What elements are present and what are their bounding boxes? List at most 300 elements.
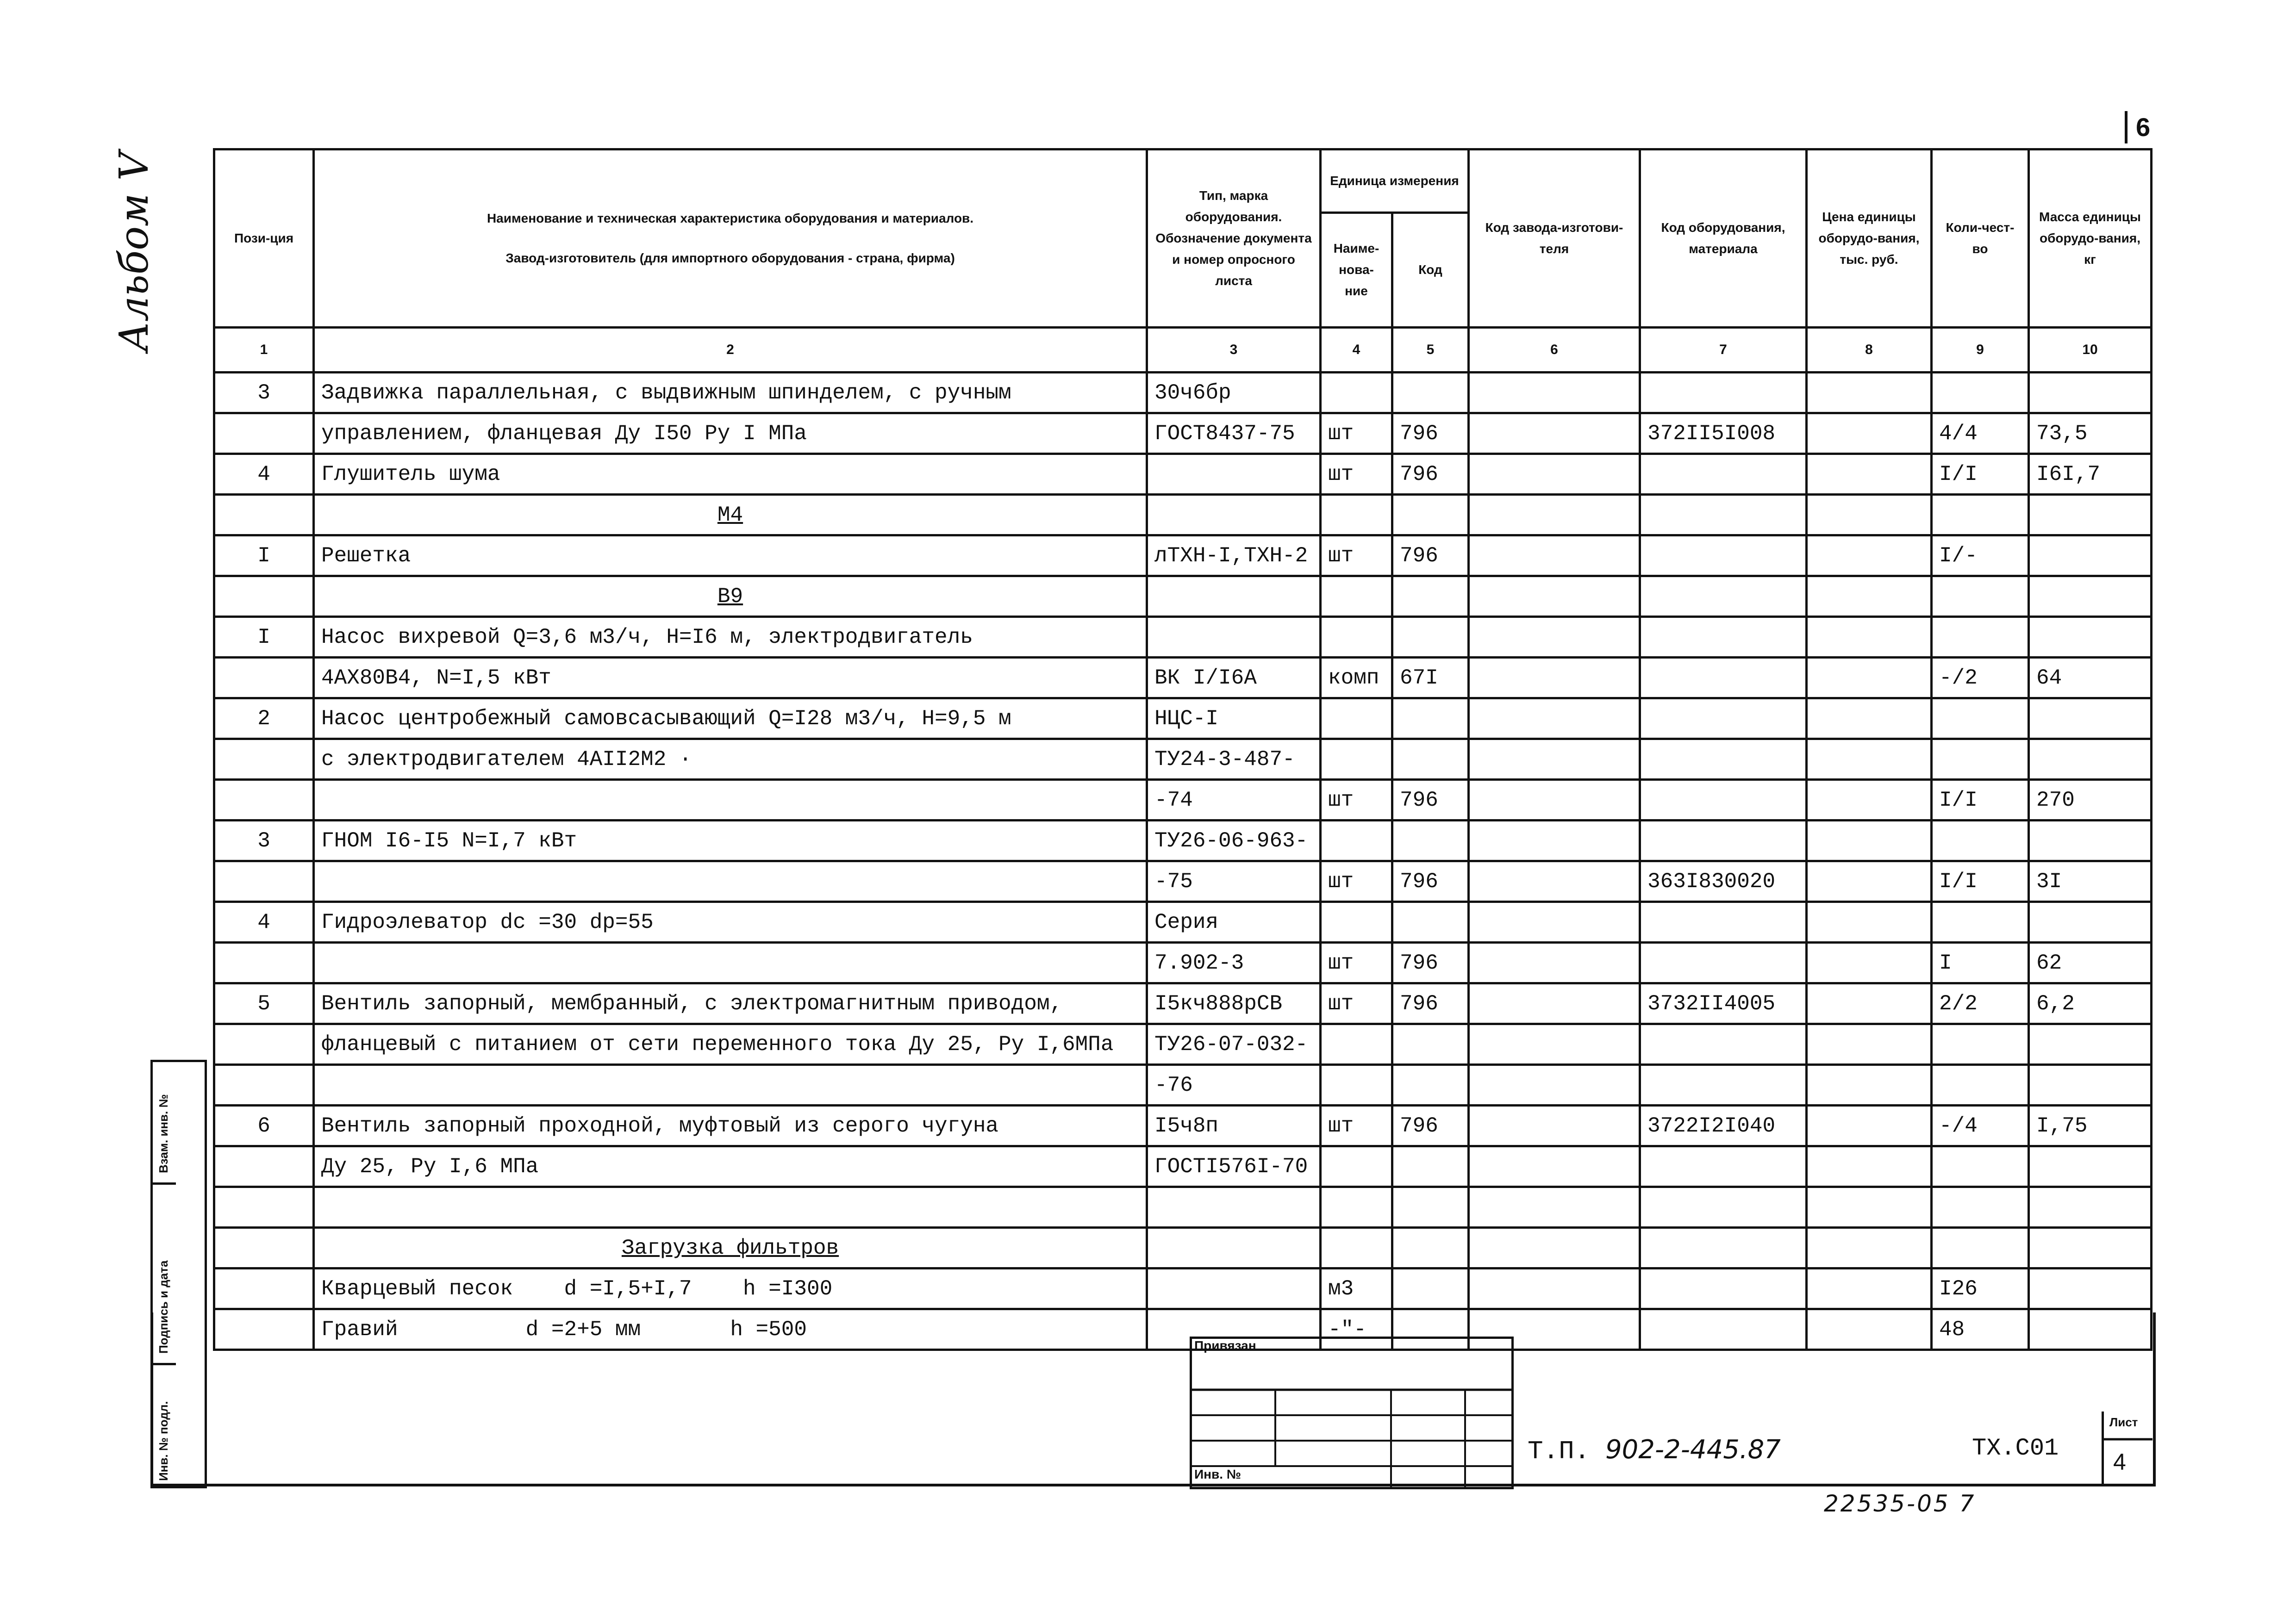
type-cell	[1147, 454, 1321, 495]
type-cell: ВК I/I6А	[1147, 658, 1321, 698]
unit-cell	[1321, 1187, 1392, 1228]
unit-code-cell	[1392, 1187, 1469, 1228]
header-type: Тип, марка оборудования. Обозначение документа и номер опросного листа	[1147, 149, 1321, 328]
name-cell: фланцевый с питанием от сети переменного тока Ду 25, Ру I,6МПа	[314, 1024, 1147, 1065]
name-cell: Кварцевый песок d =I,5+I,7 h =I300	[314, 1269, 1147, 1309]
equipment-code-cell	[1640, 1065, 1807, 1106]
equipment-code-cell	[1640, 1146, 1807, 1187]
type-cell	[1147, 495, 1321, 535]
table-row	[214, 780, 2152, 821]
unit-code-cell	[1392, 1024, 1469, 1065]
position-cell	[214, 495, 314, 535]
position-cell	[214, 413, 314, 454]
mass-cell	[2029, 1024, 2152, 1065]
column-number: 5	[1392, 328, 1469, 373]
position-cell: 3	[214, 373, 314, 413]
document-designation	[1528, 1435, 1781, 1466]
name-cell: Гидроэлеватор dс =30 dр=55	[314, 902, 1147, 943]
quantity-cell	[1932, 1024, 2029, 1065]
table-row	[214, 373, 2152, 413]
type-cell	[1147, 1269, 1321, 1309]
table-row	[214, 698, 2152, 739]
type-cell: ГОСТI576I-70	[1147, 1146, 1321, 1187]
quantity-cell: 48	[1932, 1309, 2029, 1350]
type-cell: ТУ26-07-032-	[1147, 1024, 1321, 1065]
type-cell: I5ч8п	[1147, 1106, 1321, 1146]
column-number: 2	[314, 328, 1147, 373]
factory-code-cell	[1469, 617, 1640, 658]
factory-code-cell	[1469, 535, 1640, 576]
factory-code-cell	[1469, 1024, 1640, 1065]
name-cell: Насос вихревой Q=3,6 м3/ч, Н=I6 м, электродвигатель	[314, 617, 1147, 658]
unit-cell: комп	[1321, 658, 1392, 698]
factory-code-cell	[1469, 1228, 1640, 1269]
factory-code-cell	[1469, 495, 1640, 535]
position-cell: 3	[214, 821, 314, 861]
mass-cell	[2029, 821, 2152, 861]
mass-cell: 62	[2029, 943, 2152, 983]
quantity-cell	[1932, 373, 2029, 413]
name-cell: управлением, фланцевая Ду I50 Ру I МПа	[314, 413, 1147, 454]
table-row	[214, 1024, 2152, 1065]
name-cell: Вентиль запорный, мембранный, с электромагнитным приводом,	[314, 983, 1147, 1024]
header-position: Пози-ция	[214, 149, 314, 328]
header-price: Цена единицы оборудо-вания, тыс. руб.	[1807, 149, 1932, 328]
factory-code-cell	[1469, 658, 1640, 698]
factory-code-cell	[1469, 1269, 1640, 1309]
position-cell: 5	[214, 983, 314, 1024]
equipment-code-cell	[1640, 658, 1807, 698]
quantity-cell: I	[1932, 943, 2029, 983]
mass-cell	[2029, 1065, 2152, 1106]
bottom-frame	[150, 1312, 2156, 1486]
equipment-code-cell	[1640, 1024, 1807, 1065]
table-row	[214, 617, 2152, 658]
name-cell	[314, 1065, 1147, 1106]
approval-box	[1190, 1337, 1514, 1489]
unit-code-cell	[1392, 821, 1469, 861]
unit-cell	[1321, 1146, 1392, 1187]
factory-code-cell	[1469, 821, 1640, 861]
factory-code-cell	[1469, 739, 1640, 780]
unit-cell: шт	[1321, 983, 1392, 1024]
position-cell	[214, 1228, 314, 1269]
unit-cell	[1321, 902, 1392, 943]
mass-cell	[2029, 902, 2152, 943]
table-row	[214, 413, 2152, 454]
position-cell: I	[214, 535, 314, 576]
table-row	[214, 902, 2152, 943]
side-label-sign-date: Подпись и дата	[156, 1260, 170, 1354]
price-cell	[1807, 658, 1932, 698]
unit-code-cell	[1392, 495, 1469, 535]
mass-cell	[2029, 739, 2152, 780]
type-cell: -76	[1147, 1065, 1321, 1106]
price-cell	[1807, 821, 1932, 861]
factory-code-cell	[1469, 861, 1640, 902]
archive-number: 22535-05 7	[1824, 1490, 1976, 1517]
unit-cell	[1321, 1065, 1392, 1106]
equipment-code-cell	[1640, 535, 1807, 576]
mass-cell: I6I,7	[2029, 454, 2152, 495]
name-cell	[314, 780, 1147, 821]
factory-code-cell	[1469, 454, 1640, 495]
position-cell	[214, 780, 314, 821]
type-cell: ТУ24-3-487-	[1147, 739, 1321, 780]
table-row	[214, 658, 2152, 698]
price-cell	[1807, 902, 1932, 943]
unit-code-cell: 796	[1392, 983, 1469, 1024]
section-heading: В9	[717, 584, 743, 609]
unit-code-cell: 796	[1392, 780, 1469, 821]
column-number: 4	[1321, 328, 1392, 373]
unit-code-cell: 796	[1392, 413, 1469, 454]
unit-code-cell	[1392, 902, 1469, 943]
price-cell	[1807, 698, 1932, 739]
table-row	[214, 1106, 2152, 1146]
equipment-code-cell	[1640, 902, 1807, 943]
unit-cell	[1321, 1228, 1392, 1269]
unit-code-cell	[1392, 576, 1469, 617]
equipment-code-cell	[1640, 780, 1807, 821]
mass-cell	[2029, 535, 2152, 576]
sheet-value: 4	[2113, 1449, 2126, 1475]
factory-code-cell	[1469, 780, 1640, 821]
unit-cell	[1321, 698, 1392, 739]
position-cell	[214, 1269, 314, 1309]
factory-code-cell	[1469, 943, 1640, 983]
header-factory-code: Код завода-изготови-теля	[1469, 149, 1640, 328]
unit-code-cell	[1392, 1228, 1469, 1269]
mass-cell: 6,2	[2029, 983, 2152, 1024]
mass-cell	[2029, 1269, 2152, 1309]
mass-cell	[2029, 617, 2152, 658]
unit-code-cell	[1392, 1269, 1469, 1309]
type-cell: -74	[1147, 780, 1321, 821]
mass-cell: 270	[2029, 780, 2152, 821]
quantity-cell: 2/2	[1932, 983, 2029, 1024]
name-cell: Ду 25, Ру I,6 МПа	[314, 1146, 1147, 1187]
header-name-line2: Завод-изготовитель (для импортного оборудования - страна, фирма)	[505, 251, 955, 265]
column-number: 6	[1469, 328, 1640, 373]
equipment-code-cell	[1640, 576, 1807, 617]
equipment-code-cell	[1640, 617, 1807, 658]
quantity-cell	[1932, 902, 2029, 943]
table-row	[214, 739, 2152, 780]
table-row	[214, 821, 2152, 861]
table-row	[214, 495, 2152, 535]
table-row	[214, 1228, 2152, 1269]
position-cell: 4	[214, 454, 314, 495]
mass-cell: 3I	[2029, 861, 2152, 902]
factory-code-cell	[1469, 576, 1640, 617]
unit-cell: шт	[1321, 535, 1392, 576]
position-cell	[214, 1024, 314, 1065]
type-cell: Серия	[1147, 902, 1321, 943]
type-cell	[1147, 617, 1321, 658]
equipment-code-cell	[1640, 1228, 1807, 1269]
column-number: 10	[2029, 328, 2152, 373]
price-cell	[1807, 1228, 1932, 1269]
price-cell	[1807, 983, 1932, 1024]
unit-cell: шт	[1321, 861, 1392, 902]
position-cell	[214, 739, 314, 780]
name-cell: Гравий d =2+5 мм h =500	[314, 1309, 1147, 1350]
equipment-code-cell: 372II5I008	[1640, 413, 1807, 454]
price-cell	[1807, 1146, 1932, 1187]
factory-code-cell	[1469, 373, 1640, 413]
factory-code-cell	[1469, 1065, 1640, 1106]
unit-cell	[1321, 373, 1392, 413]
name-cell	[314, 495, 1147, 535]
name-cell	[314, 1228, 1147, 1269]
unit-cell: шт	[1321, 454, 1392, 495]
name-cell	[314, 943, 1147, 983]
price-cell	[1807, 943, 1932, 983]
side-strip	[150, 1060, 207, 1488]
sheet-label: Лист	[2109, 1415, 2138, 1429]
unit-cell: м3	[1321, 1269, 1392, 1309]
position-cell	[214, 658, 314, 698]
inventory-label: Инв. №	[1194, 1467, 1242, 1481]
name-cell: Задвижка параллельная, с выдвижным шпинделем, с ручным	[314, 373, 1147, 413]
unit-code-cell: 796	[1392, 943, 1469, 983]
side-label-inv-repl: Взам. инв. №	[156, 1094, 170, 1173]
unit-code-cell: 796	[1392, 535, 1469, 576]
mass-cell	[2029, 1228, 2152, 1269]
equipment-code-cell	[1640, 454, 1807, 495]
unit-code-cell: 796	[1392, 1106, 1469, 1146]
price-cell	[1807, 861, 1932, 902]
quantity-cell	[1932, 1228, 2029, 1269]
name-cell: Насос центробежный самовсасывающий Q=I28 м3/ч, Н=9,5 м	[314, 698, 1147, 739]
column-number: 9	[1932, 328, 2029, 373]
name-cell	[314, 1187, 1147, 1228]
name-cell: 4АХ80В4, N=I,5 кВт	[314, 658, 1147, 698]
price-cell	[1807, 413, 1932, 454]
name-cell	[314, 861, 1147, 902]
type-cell: ТУ26-06-963-	[1147, 821, 1321, 861]
position-cell	[214, 861, 314, 902]
type-cell: НЦС-I	[1147, 698, 1321, 739]
unit-cell	[1321, 617, 1392, 658]
mass-cell	[2029, 1146, 2152, 1187]
name-cell: ГНОМ I6-I5 N=I,7 кВт	[314, 821, 1147, 861]
approval-label: Привязан	[1194, 1338, 1256, 1353]
position-cell: 4	[214, 902, 314, 943]
quantity-cell	[1932, 617, 2029, 658]
column-number: 3	[1147, 328, 1321, 373]
side-label-inv-orig: Инв. № подл.	[156, 1401, 170, 1481]
table-row	[214, 1065, 2152, 1106]
quantity-cell	[1932, 1146, 2029, 1187]
equipment-code-cell: 3722I2I040	[1640, 1106, 1807, 1146]
position-cell: 6	[214, 1106, 314, 1146]
table-row	[214, 454, 2152, 495]
unit-cell	[1321, 576, 1392, 617]
price-cell	[1807, 1065, 1932, 1106]
unit-cell: шт	[1321, 413, 1392, 454]
position-cell: I	[214, 617, 314, 658]
factory-code-cell	[1469, 1106, 1640, 1146]
type-cell: I5кч888рСВ	[1147, 983, 1321, 1024]
mass-cell: 73,5	[2029, 413, 2152, 454]
column-number: 7	[1640, 328, 1807, 373]
type-cell	[1147, 576, 1321, 617]
equipment-code-cell	[1640, 495, 1807, 535]
position-cell	[214, 1065, 314, 1106]
name-cell: с электродвигателем 4АII2М2 ·	[314, 739, 1147, 780]
price-cell	[1807, 535, 1932, 576]
unit-code-cell	[1392, 1146, 1469, 1187]
header-name-line1: Наименование и техническая характеристика оборудования и материалов.	[487, 211, 974, 225]
mass-cell: I,75	[2029, 1106, 2152, 1146]
equipment-code-cell: 363I830020	[1640, 861, 1807, 902]
name-cell: Вентиль запорный проходной, муфтовый из серого чугуна	[314, 1106, 1147, 1146]
unit-cell	[1321, 739, 1392, 780]
section-heading: Загрузка фильтров	[621, 1236, 839, 1260]
position-cell	[214, 1187, 314, 1228]
quantity-cell	[1932, 1187, 2029, 1228]
unit-cell: -"-	[1321, 1309, 1392, 1350]
equipment-code-cell	[1640, 698, 1807, 739]
unit-cell: шт	[1321, 780, 1392, 821]
price-cell	[1807, 1106, 1932, 1146]
price-cell	[1807, 1024, 1932, 1065]
quantity-cell: I/I	[1932, 454, 2029, 495]
column-number: 8	[1807, 328, 1932, 373]
type-cell: -75	[1147, 861, 1321, 902]
doc-number: 902-2-445.87	[1605, 1435, 1781, 1465]
column-number: 1	[214, 328, 314, 373]
type-cell	[1147, 1228, 1321, 1269]
quantity-cell	[1932, 821, 2029, 861]
mass-cell: 64	[2029, 658, 2152, 698]
position-cell	[214, 1146, 314, 1187]
header-quantity: Коли-чест-во	[1932, 149, 2029, 328]
section-heading: М4	[717, 503, 743, 527]
quantity-cell: -/4	[1932, 1106, 2029, 1146]
table-body	[214, 373, 2152, 1350]
mass-cell	[2029, 1187, 2152, 1228]
column-number-row	[214, 328, 2152, 373]
quantity-cell	[1932, 1065, 2029, 1106]
name-cell: Решетка	[314, 535, 1147, 576]
header-equipment-code: Код оборудования, материала	[1640, 149, 1807, 328]
unit-code-cell	[1392, 1065, 1469, 1106]
header-name	[314, 149, 1147, 328]
position-cell	[214, 943, 314, 983]
header-unit-code: Код	[1392, 212, 1469, 327]
type-cell: 30ч6бр	[1147, 373, 1321, 413]
price-cell	[1807, 495, 1932, 535]
unit-code-cell	[1392, 617, 1469, 658]
price-cell	[1807, 576, 1932, 617]
unit-code-cell: 796	[1392, 861, 1469, 902]
position-cell: 2	[214, 698, 314, 739]
table-row	[214, 1146, 2152, 1187]
factory-code-cell	[1469, 413, 1640, 454]
table-row	[214, 1187, 2152, 1228]
header-unit-name: Наиме-нова-ние	[1321, 212, 1392, 327]
mass-cell	[2029, 698, 2152, 739]
name-cell: Глушитель шума	[314, 454, 1147, 495]
factory-code-cell	[1469, 983, 1640, 1024]
equipment-code-cell	[1640, 739, 1807, 780]
unit-code-cell	[1392, 698, 1469, 739]
type-cell: лТХН-I,ТХН-2	[1147, 535, 1321, 576]
quantity-cell	[1932, 576, 2029, 617]
quantity-cell: -/2	[1932, 658, 2029, 698]
unit-cell: шт	[1321, 1106, 1392, 1146]
equipment-code-cell	[1640, 373, 1807, 413]
price-cell	[1807, 739, 1932, 780]
mass-cell	[2029, 576, 2152, 617]
position-cell	[214, 576, 314, 617]
specification-table	[213, 148, 2152, 1351]
equipment-code-cell: 3732II4005	[1640, 983, 1807, 1024]
price-cell	[1807, 1187, 1932, 1228]
equipment-code-cell	[1640, 821, 1807, 861]
sheet-corner-number: 6	[2125, 111, 2168, 143]
table-row	[214, 1269, 2152, 1309]
header-unit-group: Единица измерения	[1321, 149, 1469, 213]
equipment-code-cell	[1640, 1269, 1807, 1309]
unit-code-cell	[1392, 373, 1469, 413]
factory-code-cell	[1469, 1187, 1640, 1228]
quantity-cell: 4/4	[1932, 413, 2029, 454]
quantity-cell: I26	[1932, 1269, 2029, 1309]
table-row	[214, 576, 2152, 617]
sheet-box	[2102, 1412, 2152, 1484]
equipment-code-cell	[1640, 943, 1807, 983]
doc-prefix: Т.П.	[1528, 1436, 1590, 1466]
unit-code-cell: 67I	[1392, 658, 1469, 698]
table-row	[214, 983, 2152, 1024]
price-cell	[1807, 454, 1932, 495]
factory-code-cell	[1469, 1146, 1640, 1187]
type-cell	[1147, 1187, 1321, 1228]
mass-cell	[2029, 495, 2152, 535]
factory-code-cell	[1469, 902, 1640, 943]
price-cell	[1807, 780, 1932, 821]
unit-cell: шт	[1321, 943, 1392, 983]
quantity-cell: I/I	[1932, 861, 2029, 902]
unit-code-cell	[1392, 739, 1469, 780]
quantity-cell: I/I	[1932, 780, 2029, 821]
header-mass: Масса единицы оборудо-вания, кг	[2029, 149, 2152, 328]
album-mark: Альбом V	[111, 152, 157, 352]
price-cell	[1807, 1269, 1932, 1309]
approval-grid	[1192, 1339, 1511, 1487]
unit-code-cell: 796	[1392, 454, 1469, 495]
type-cell: 7.902-3	[1147, 943, 1321, 983]
equipment-code-cell	[1640, 1187, 1807, 1228]
table-row	[214, 943, 2152, 983]
quantity-cell	[1932, 698, 2029, 739]
table-row	[214, 535, 2152, 576]
table-row	[214, 861, 2152, 902]
table-header	[214, 149, 2152, 373]
factory-code-cell	[1469, 698, 1640, 739]
quantity-cell	[1932, 739, 2029, 780]
price-cell	[1807, 617, 1932, 658]
price-cell	[1807, 373, 1932, 413]
quantity-cell: I/-	[1932, 535, 2029, 576]
name-cell	[314, 576, 1147, 617]
unit-cell	[1321, 1024, 1392, 1065]
type-cell: ГОСТ8437-75	[1147, 413, 1321, 454]
